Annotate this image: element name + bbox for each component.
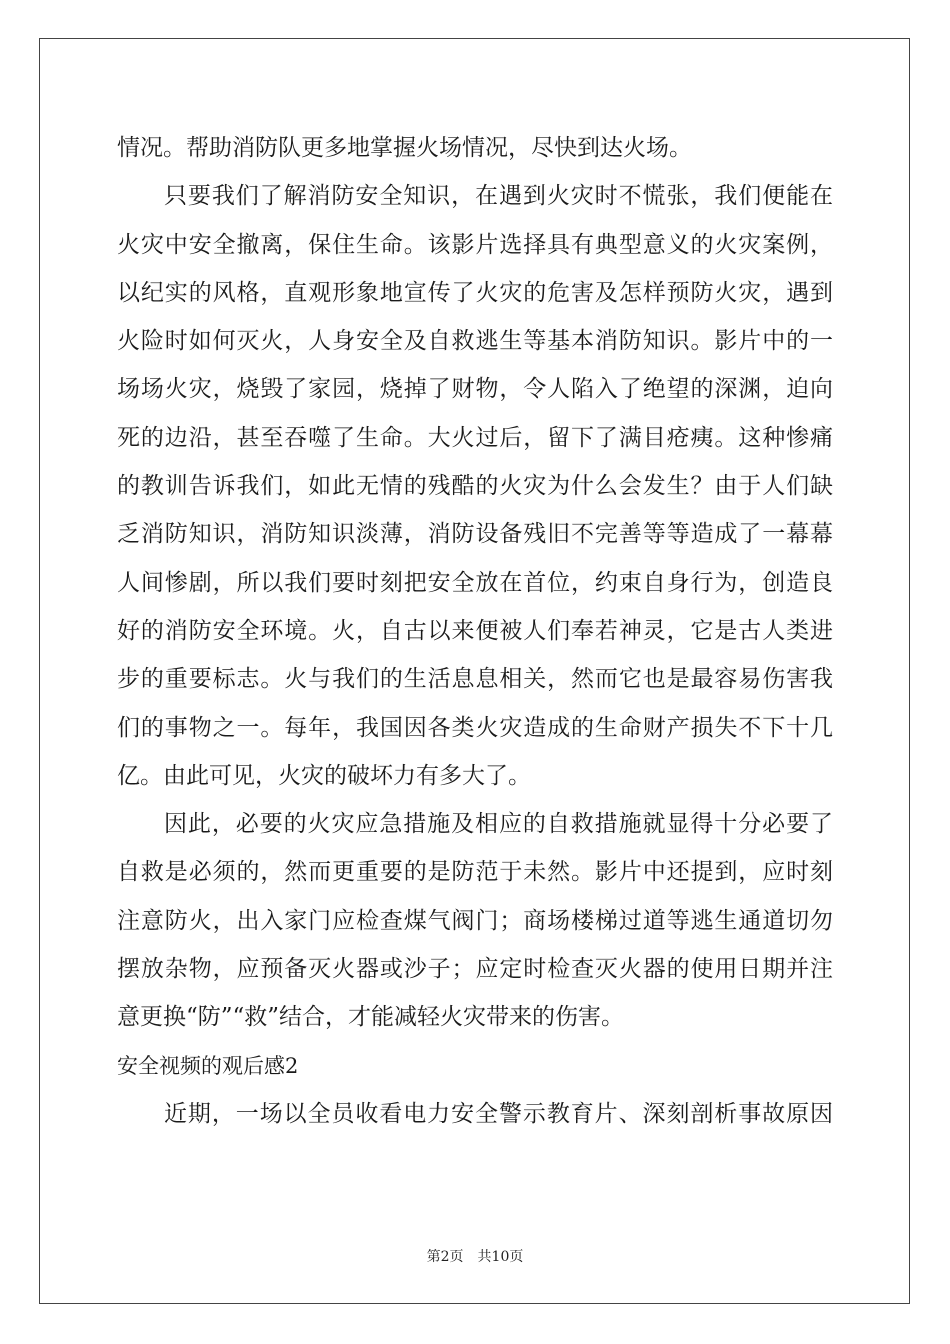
text-line: 场场火灾，烧毁了家园，烧掉了财物，令人陷入了绝望的深渊，迫向	[117, 376, 833, 403]
document-body	[117, 124, 833, 1138]
text-line: 火险时如何灭火，人身安全及自救逃生等基本消防知识。影片中的一	[117, 328, 833, 355]
text-line: 意更换“防”“救”结合，才能减轻火灾带来的伤害。	[117, 1004, 625, 1031]
paragraph	[117, 124, 833, 172]
text-line: 火灾中安全撤离，保住生命。该影片选择具有典型意义的火灾案例，	[117, 231, 833, 258]
paragraph	[117, 800, 833, 1041]
paragraph	[117, 172, 833, 800]
text-line: 死的边沿，甚至吞噬了生命。大火过后，留下了满目疮痍。这种惨痛	[117, 424, 833, 451]
text-line: 们的事物之一。每年，我国因各类火灾造成的生命财产损失不下十几	[117, 714, 833, 741]
text-line: 好的消防安全环境。火，自古以来便被人们奉若神灵，它是古人类进	[117, 617, 833, 644]
text-line: 因此，必要的火灾应急措施及相应的自救措施就显得十分必要了	[164, 811, 833, 838]
section-heading: 安全视频的观后感2	[117, 1053, 299, 1078]
text-line: 乏消防知识，消防知识淡薄，消防设备残旧不完善等等造成了一幕幕	[117, 521, 833, 548]
text-line: 亿。由此可见，火灾的破坏力有多大了。	[117, 762, 531, 789]
text-line: 以纪实的风格，直观形象地宣传了火灾的危害及怎样预防火灾，遇到	[117, 279, 833, 306]
text-line: 人间惨剧，所以我们要时刻把安全放在首位，约束自身行为，创造良	[117, 569, 833, 596]
text-line: 只要我们了解消防安全知识，在遇到火灾时不慌张，我们便能在	[164, 183, 833, 210]
text-line: 摆放杂物，应预备灭火器或沙子；应定时检查灭火器的使用日期并注	[117, 956, 833, 983]
text-line: 自救是必须的，然而更重要的是防范于未然。影片中还提到，应时刻	[117, 859, 833, 886]
text-line: 情况。帮助消防队更多地掌握火场情况，尽快到达火场。	[117, 135, 692, 161]
text-line: 近期，一场以全员收看电力安全警示教育片、深刻剖析事故原因	[164, 1100, 833, 1127]
text-line: 步的重要标志。火与我们的生活息息相关，然而它也是最容易伤害我	[117, 666, 833, 693]
page-footer: 第2页 共10页	[426, 1249, 524, 1265]
paragraph	[117, 1090, 833, 1138]
text-line: 的教训告诉我们，如此无情的残酷的火灾为什么会发生？由于人们缺	[117, 473, 833, 500]
text-line: 注意防火，出入家门应检查煤气阀门；商场楼梯过道等逃生通道切勿	[117, 907, 833, 934]
